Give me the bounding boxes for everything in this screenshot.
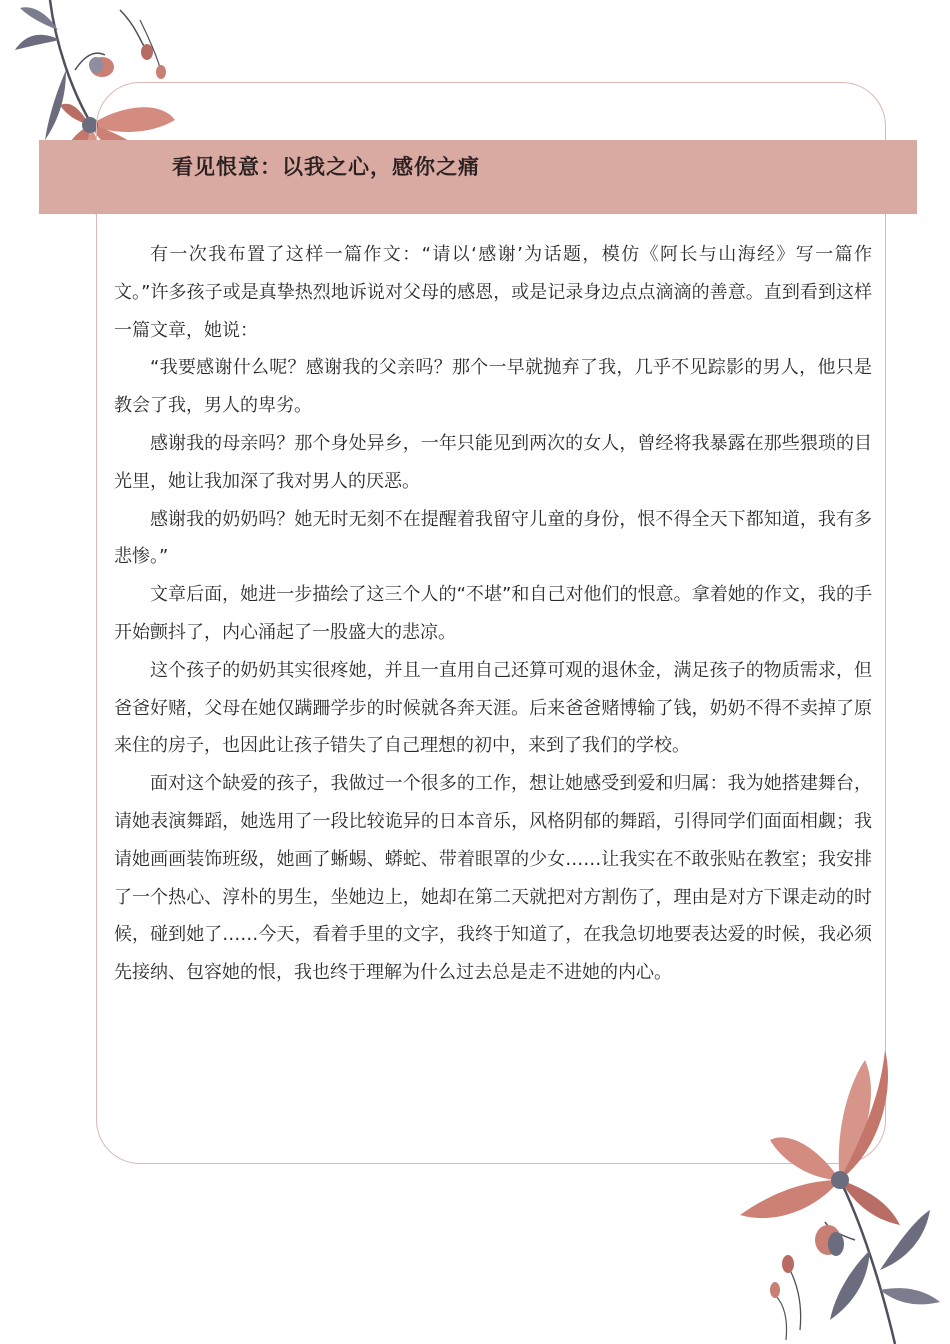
paragraph: 这个孩子的奶奶其实很疼她，并且一直用自己还算可观的退休金，满足孩子的物质需求，但爸爸好赌，父母在她仅蹒跚学步的时候就各奔天涯。后来爸爸赌博输了钱，奶奶不得不卖掉了原来住的房子，也因此让孩子错失了自己理想的初中，来到了我们的学校。 <box>114 659 872 757</box>
paragraph: 感谢我的奶奶吗？她无时无刻不在提醒着我留守儿童的身份，恨不得全天下都知道，我有多悲惨。” <box>114 508 872 568</box>
page-title: 看见恨意：以我之心，感你之痛 <box>172 154 480 179</box>
paragraph: “我要感谢什么呢？感谢我的父亲吗？那个一早就抛弃了我，几乎不见踪影的男人，他只是教会了我，男人的卑劣。 <box>114 357 872 417</box>
flower-decoration-bottom-right-icon <box>730 1040 950 1344</box>
paragraph: 文章后面，她进一步描绘了这三个人的“不堪”和自己对他们的恨意。拿着她的作文，我的手开始颤抖了，内心涌起了一股盛大的悲凉。 <box>114 584 872 643</box>
paragraph: 面对这个缺爱的孩子，我做过一个很多的工作，想让她感受到爱和归属：我为她搭建舞台，请她表演舞蹈，她选用了一段比较诡异的日本音乐，风格阴郁的舞蹈，引得同学们面面相觑；我请她画画装饰班级，她画了蜥蜴、蟒蛇、带着眼罩的少女……让我实在不敢张贴在教室；我安排了一个热心、淳朴的男生，坐她边上，她却在第二天就把对方割伤了，理由是对方下课走动的时候，碰到她了……今天，看着手里的文字，我终于知道了，在我急切地要表达爱的时候，我必须先接纳、包容她的恨，我也终于理解为什么过去总是走不进她的内心。 <box>114 773 872 984</box>
paragraph: 感谢我的母亲吗？那个身处异乡，一年只能见到两次的女人，曾经将我暴露在那些猥琐的目光里，她让我加深了我对男人的厌恶。 <box>114 432 872 492</box>
article-body <box>114 236 872 992</box>
paragraph: 有一次我布置了这样一篇作文：“请以‘感谢’为话题，模仿《阿长与山海经》写一篇作文。”许多孩子或是真挚热烈地诉说对父母的感恩，或是记录身边点点滴滴的善意。直到看到这样一篇文章，她说： <box>114 244 872 341</box>
